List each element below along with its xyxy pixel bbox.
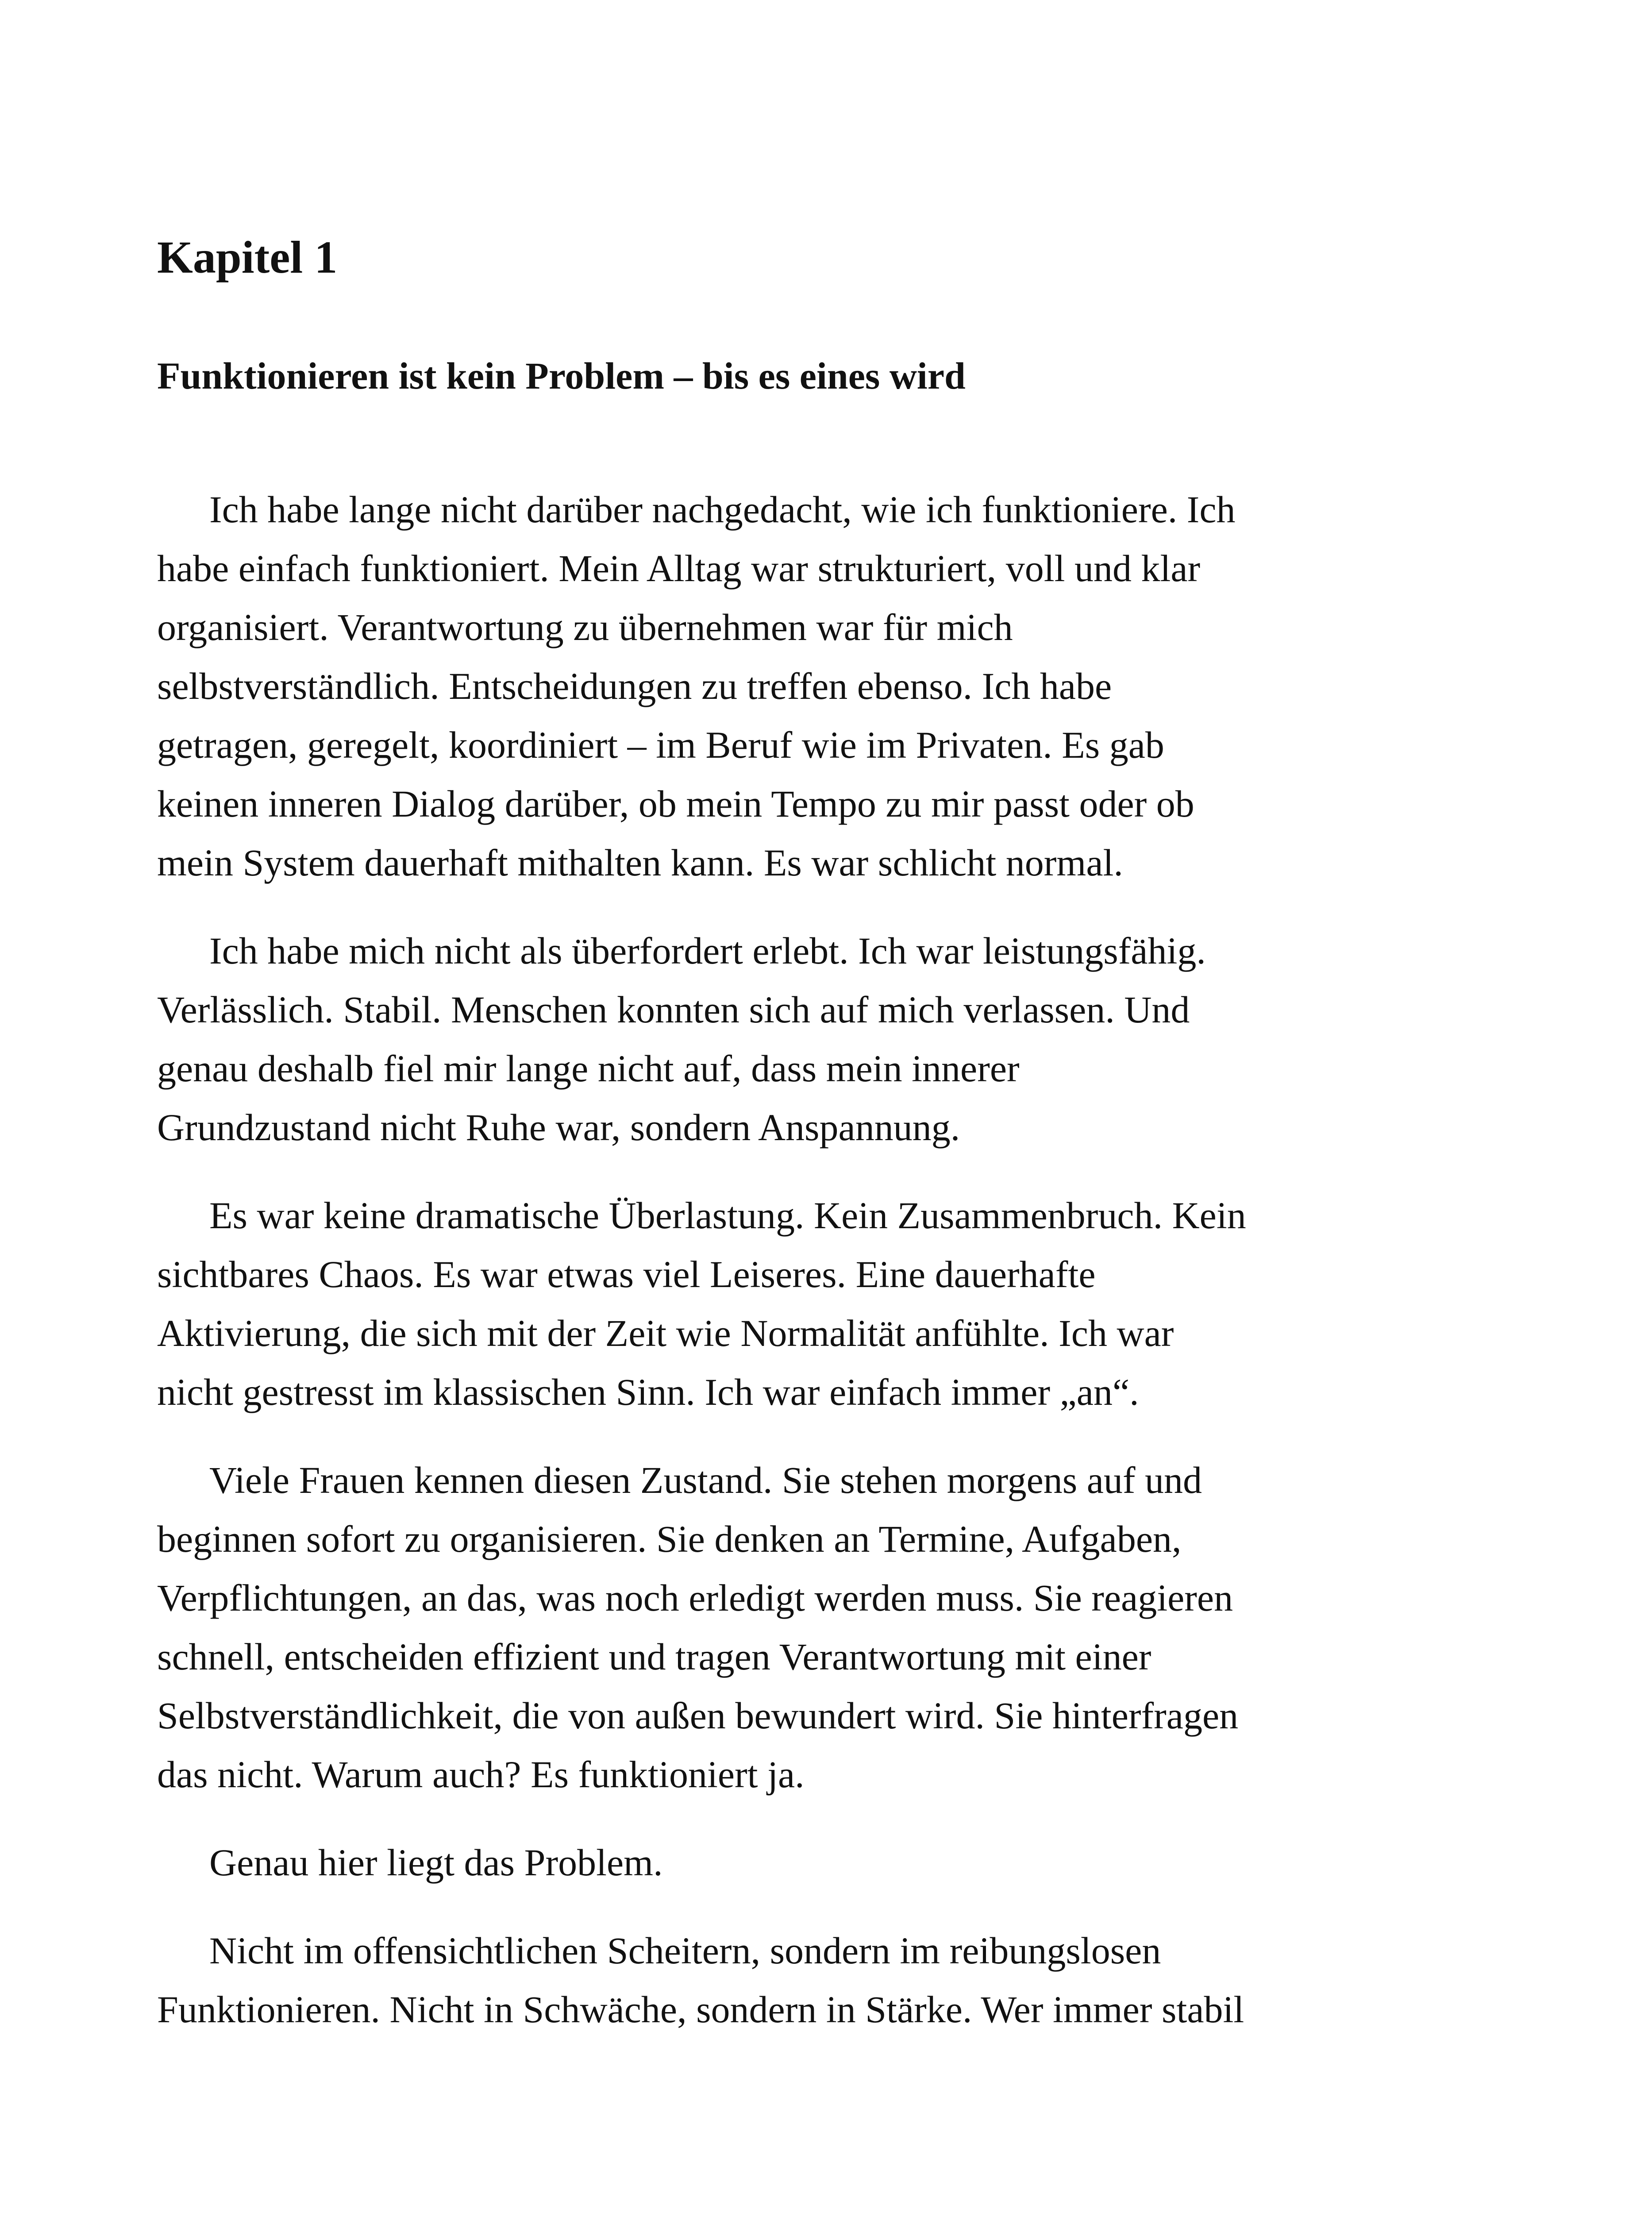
- text-line: Ich habe mich nicht als überfordert erlebt. Ich war leistungsfähig.: [209, 929, 1206, 972]
- text-line: Nicht im offensichtlichen Scheitern, sondern im reibungslosen: [209, 1929, 1161, 1972]
- paragraph: [157, 1833, 1440, 1892]
- text-line: Verpflichtungen, an das, was noch erledigt werden muss. Sie reagieren: [157, 1577, 1233, 1619]
- paragraph: [157, 1186, 1440, 1422]
- text-line: genau deshalb fiel mir lange nicht auf, dass mein innerer: [157, 1047, 1020, 1090]
- text-line: Selbstverständlichkeit, die von außen bewundert wird. Sie hinterfragen: [157, 1694, 1239, 1737]
- text-line: Funktionieren. Nicht in Schwäche, sondern in Stärke. Wer immer stabil: [157, 1988, 1244, 2031]
- text-line: schnell, entscheiden effizient und tragen Verantwortung mit einer: [157, 1635, 1151, 1678]
- body-text: [157, 480, 1440, 2068]
- section-title: Funktionieren ist kein Problem – bis es eines wird: [157, 355, 966, 397]
- text-line: habe einfach funktioniert. Mein Alltag war strukturiert, voll und klar: [157, 547, 1201, 590]
- paragraph: [157, 1921, 1440, 2039]
- text-line: sichtbares Chaos. Es war etwas viel Leiseres. Eine dauerhafte: [157, 1253, 1096, 1295]
- text-line: nicht gestresst im klassischen Sinn. Ich war einfach immer „an“.: [157, 1371, 1139, 1413]
- text-line: Genau hier liegt das Problem.: [209, 1841, 663, 1884]
- chapter-title: Kapitel 1: [157, 232, 338, 283]
- text-line: selbstverständlich. Entscheidungen zu treffen ebenso. Ich habe: [157, 665, 1112, 707]
- text-line: das nicht. Warum auch? Es funktioniert ja.: [157, 1753, 805, 1796]
- text-line: Es war keine dramatische Überlastung. Kein Zusammenbruch. Kein: [209, 1194, 1246, 1237]
- text-line: organisiert. Verantwortung zu übernehmen war für mich: [157, 606, 1013, 648]
- text-line: Grundzustand nicht Ruhe war, sondern Anspannung.: [157, 1106, 960, 1149]
- text-line: keinen inneren Dialog darüber, ob mein Tempo zu mir passt oder ob: [157, 783, 1194, 825]
- paragraph: [157, 1451, 1440, 1804]
- paragraph: [157, 921, 1440, 1157]
- text-line: Verlässlich. Stabil. Menschen konnten sich auf mich verlassen. Und: [157, 988, 1190, 1031]
- paragraph: [157, 480, 1440, 892]
- text-line: Ich habe lange nicht darüber nachgedacht, wie ich funktioniere. Ich: [209, 488, 1236, 531]
- text-line: Aktivierung, die sich mit der Zeit wie Normalität anfühlte. Ich war: [157, 1312, 1174, 1354]
- text-line: getragen, geregelt, koordiniert – im Beruf wie im Privaten. Es gab: [157, 724, 1164, 766]
- text-line: Viele Frauen kennen diesen Zustand. Sie stehen morgens auf und: [209, 1459, 1202, 1501]
- text-line: mein System dauerhaft mithalten kann. Es war schlicht normal.: [157, 841, 1123, 884]
- text-line: beginnen sofort zu organisieren. Sie denken an Termine, Aufgaben,: [157, 1518, 1182, 1560]
